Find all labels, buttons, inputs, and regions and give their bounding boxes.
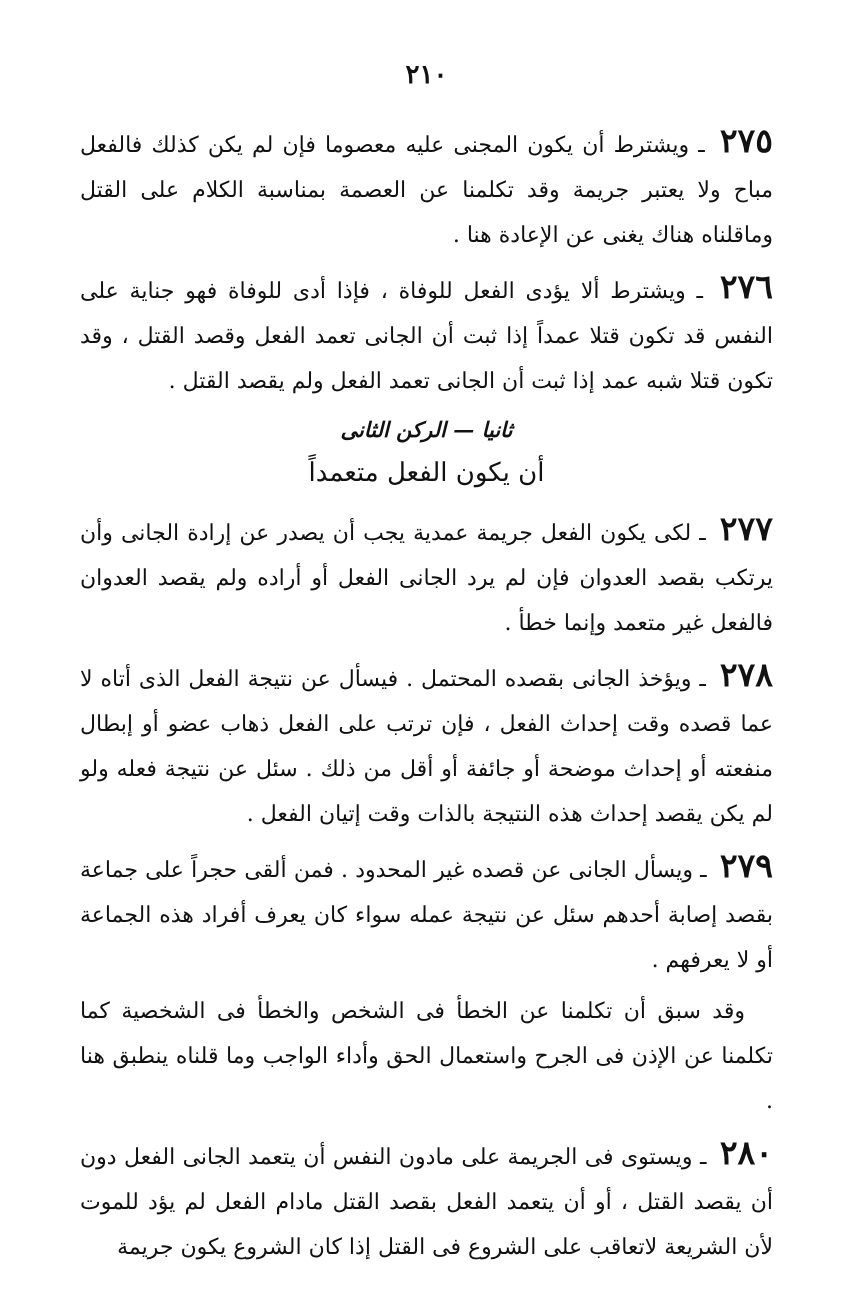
paragraph-text: ـ ويشترط ألا يؤدى الفعل للوفاة ، فإذا أدى للوفاة فهو جناية على النفس قد تكون قتلا عمداً إذا ثبت أن الجانى تعمد الفعل وقصد القتل ، وقد تكون قتلا شبه عمد إذا ثبت أن الجانى تعمد الفعل ولم يقصد القتل . — [80, 279, 773, 394]
paragraph-number: ٢٧٥ — [719, 121, 773, 160]
paragraph-275 — [80, 118, 773, 258]
paragraph-text: وقد سبق أن تكلمنا عن الخطأ فى الشخص والخطأ فى الشخصية كما تكلمنا عن الإذن فى الجرح واستعمال الحق وأداء الواجب وما قلناه ينطبق هنا . — [80, 999, 773, 1114]
section-heading-title: ثانيا — الركن الثانى — [340, 417, 513, 442]
paragraph-280 — [80, 1130, 773, 1270]
paragraph-text: ـ لكى يكون الفعل جريمة عمدية يجب أن يصدر عن إرادة الجانى وأن يرتكب بقصد العدوان فإن لم يرد الجانى الفعل أو أراده ولم يقصد العدوان فالفعل غير متعمد وإنما خطأ . — [80, 521, 773, 636]
paragraph-text: ـ ويؤخذ الجانى بقصده المحتمل . فيسأل عن نتيجة الفعل الذى أتاه لا عما قصده وقت إحداث الفعل ، فإن ترتب على الفعل ذهاب عضو أو إبطال منفعته أو إحداث موضحة أو جائفة أو أقل من ذلك . سئل عن نتيجة فعله ولو لم يكن يقصد إحداث هذه النتيجة بالذات وقت إتيان الفعل . — [80, 667, 773, 827]
section-heading-subtitle: أن يكون الفعل متعمداً — [308, 458, 545, 488]
paragraph-number: ٢٧٦ — [719, 267, 773, 306]
paragraph-text: ـ ويسأل الجانى عن قصده غير المحدود . فمن ألقى حجراً على جماعة بقصد إصابة أحدهم سئل عن نتيجة عمله سواء كان يعرف أفراد هذه الجماعة أو لا يعرفهم . — [80, 858, 773, 973]
section-heading — [80, 410, 773, 496]
paragraph-279 — [80, 843, 773, 983]
page-number: ٢١٠ — [405, 60, 448, 90]
paragraphs-bottom — [80, 506, 773, 1270]
paragraph-number: ٢٨٠ — [719, 1133, 773, 1172]
paragraph-note — [80, 989, 773, 1124]
paragraph-text: ـ ويستوى فى الجريمة على مادون النفس أن يتعمد الجانى الفعل دون أن يقصد القتل ، أو أن يتعمد الفعل بقصد القتل مادام الفعل لم يؤد للموت لأن الشريعة لاتعاقب على الشروع فى القتل إذا كان الشروع يكون جريمة — [80, 1145, 773, 1260]
paragraph-276 — [80, 264, 773, 404]
paragraph-277 — [80, 506, 773, 646]
paragraph-278 — [80, 652, 773, 837]
paragraphs-top — [80, 118, 773, 404]
paragraph-text: ـ ويشترط أن يكون المجنى عليه معصوما فإن لم يكن كذلك فالفعل مباح ولا يعتبر جريمة وقد تكلمنا عن العصمة بمناسبة الكلام على القتل وماقلناه هناك يغنى عن الإعادة هنا . — [80, 133, 773, 248]
paragraph-number: ٢٧٧ — [719, 509, 773, 548]
paragraph-number: ٢٧٩ — [719, 846, 773, 885]
paragraph-number: ٢٧٨ — [719, 655, 773, 694]
